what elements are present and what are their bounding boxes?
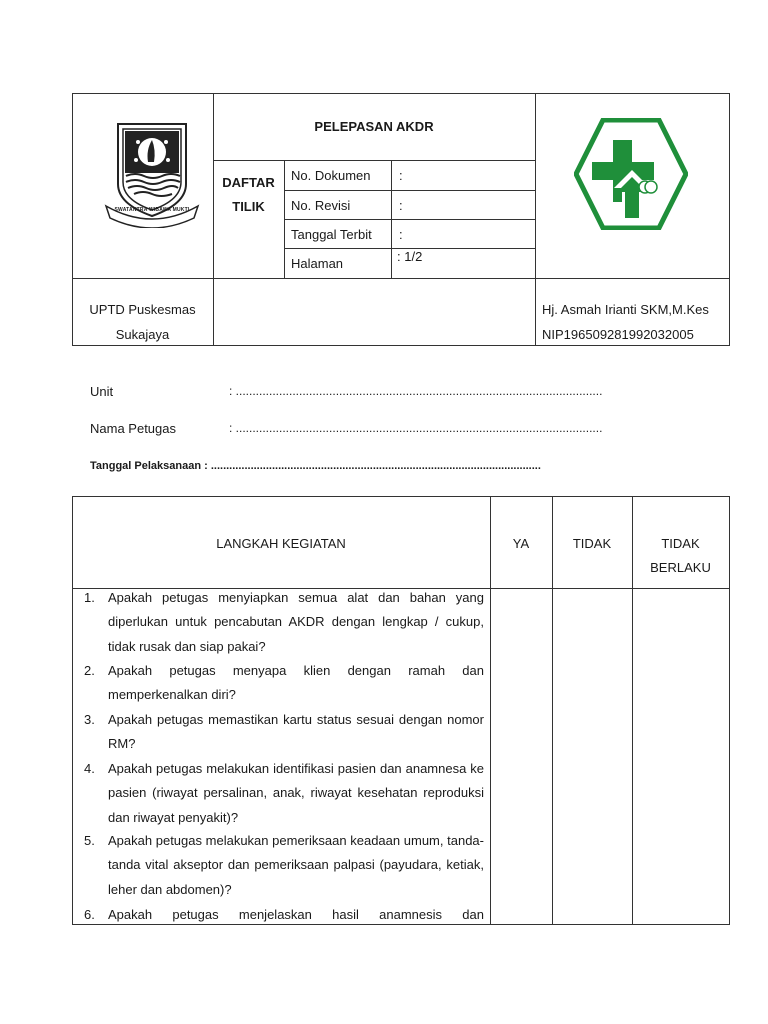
item-text: Apakah petugas melakukan pemeriksaan keadaan umum, tanda-tanda vital akseptor dan pemeriksaan palpasi (payudara, ketiak, leher dan abdomen)?	[108, 833, 484, 897]
item-text: Apakah petugas memastikan kartu status sesuai dengan nomor RM?	[108, 712, 484, 752]
org-name-line2: Sukajaya	[115, 327, 170, 342]
col-header-tidak: TIDAK	[572, 536, 612, 551]
meta-label-no-dokumen: No. Dokumen	[291, 168, 371, 183]
item-number: 3.	[84, 712, 95, 727]
seal-motto: SWATANTRA WIBAWA MUKTI	[114, 207, 190, 213]
tanggal-pelaksanaan-field[interactable]: Tanggal Pelaksanaan : ............................................................................................................	[90, 460, 541, 472]
item-number: 4.	[84, 761, 95, 776]
col-header-tidak-berlaku-line1: TIDAK	[661, 536, 700, 551]
unit-field[interactable]: : ..............................................................................................................	[229, 384, 603, 398]
meta-label-halaman: Halaman	[291, 256, 344, 271]
item-text: Apakah petugas melakukan identifikasi pasien dan anamnesa ke pasien (riwayat persalinan, anak, riwayat kesehatan reproduksi dan riwayat penyakit)?	[108, 761, 484, 825]
tilik-label: TILIK	[232, 199, 265, 214]
meta-value-no-dokumen: :	[399, 168, 403, 183]
col-header-tidak-berlaku-line2: BERLAKU	[650, 560, 711, 575]
col-header-ya: YA	[512, 536, 530, 551]
meta-value-no-revisi: :	[399, 198, 403, 213]
head-name: Hj. Asmah Irianti SKM,M.Kes	[542, 302, 709, 317]
head-nip: NIP196509281992032005	[542, 327, 694, 342]
org-name-line1: UPTD Puskesmas	[89, 302, 196, 317]
meta-label-tanggal-terbit: Tanggal Terbit	[291, 227, 372, 242]
puskesmas-logo	[574, 118, 688, 230]
item-number: 1.	[84, 590, 95, 605]
item-text: Apakah petugas menyiapkan semua alat dan bahan yang diperlukan untuk pencabutan AKDR dengan lengkap / cukup, tidak rusak dan siap pakai?	[108, 590, 484, 654]
item-text: Apakah petugas menjelaskan hasil anamnesis dan	[108, 907, 484, 922]
meta-label-no-revisi: No. Revisi	[291, 198, 351, 213]
item-number: 2.	[84, 663, 95, 678]
petugas-label: Nama Petugas	[90, 421, 176, 436]
unit-label: Unit	[90, 384, 114, 399]
daftar-label: DAFTAR	[222, 175, 275, 190]
item-number: 6.	[84, 907, 95, 922]
meta-value-halaman: : 1/2	[397, 249, 423, 264]
item-text: Apakah petugas menyapa klien dengan ramah dan memperkenalkan diri?	[108, 663, 484, 703]
document-title: PELEPASAN AKDR	[314, 119, 434, 134]
petugas-field[interactable]: : ..............................................................................................................	[229, 421, 603, 435]
col-header-langkah: LANGKAH KEGIATAN	[216, 536, 346, 551]
meta-value-tanggal-terbit: :	[399, 227, 403, 242]
item-number: 5.	[84, 833, 95, 848]
